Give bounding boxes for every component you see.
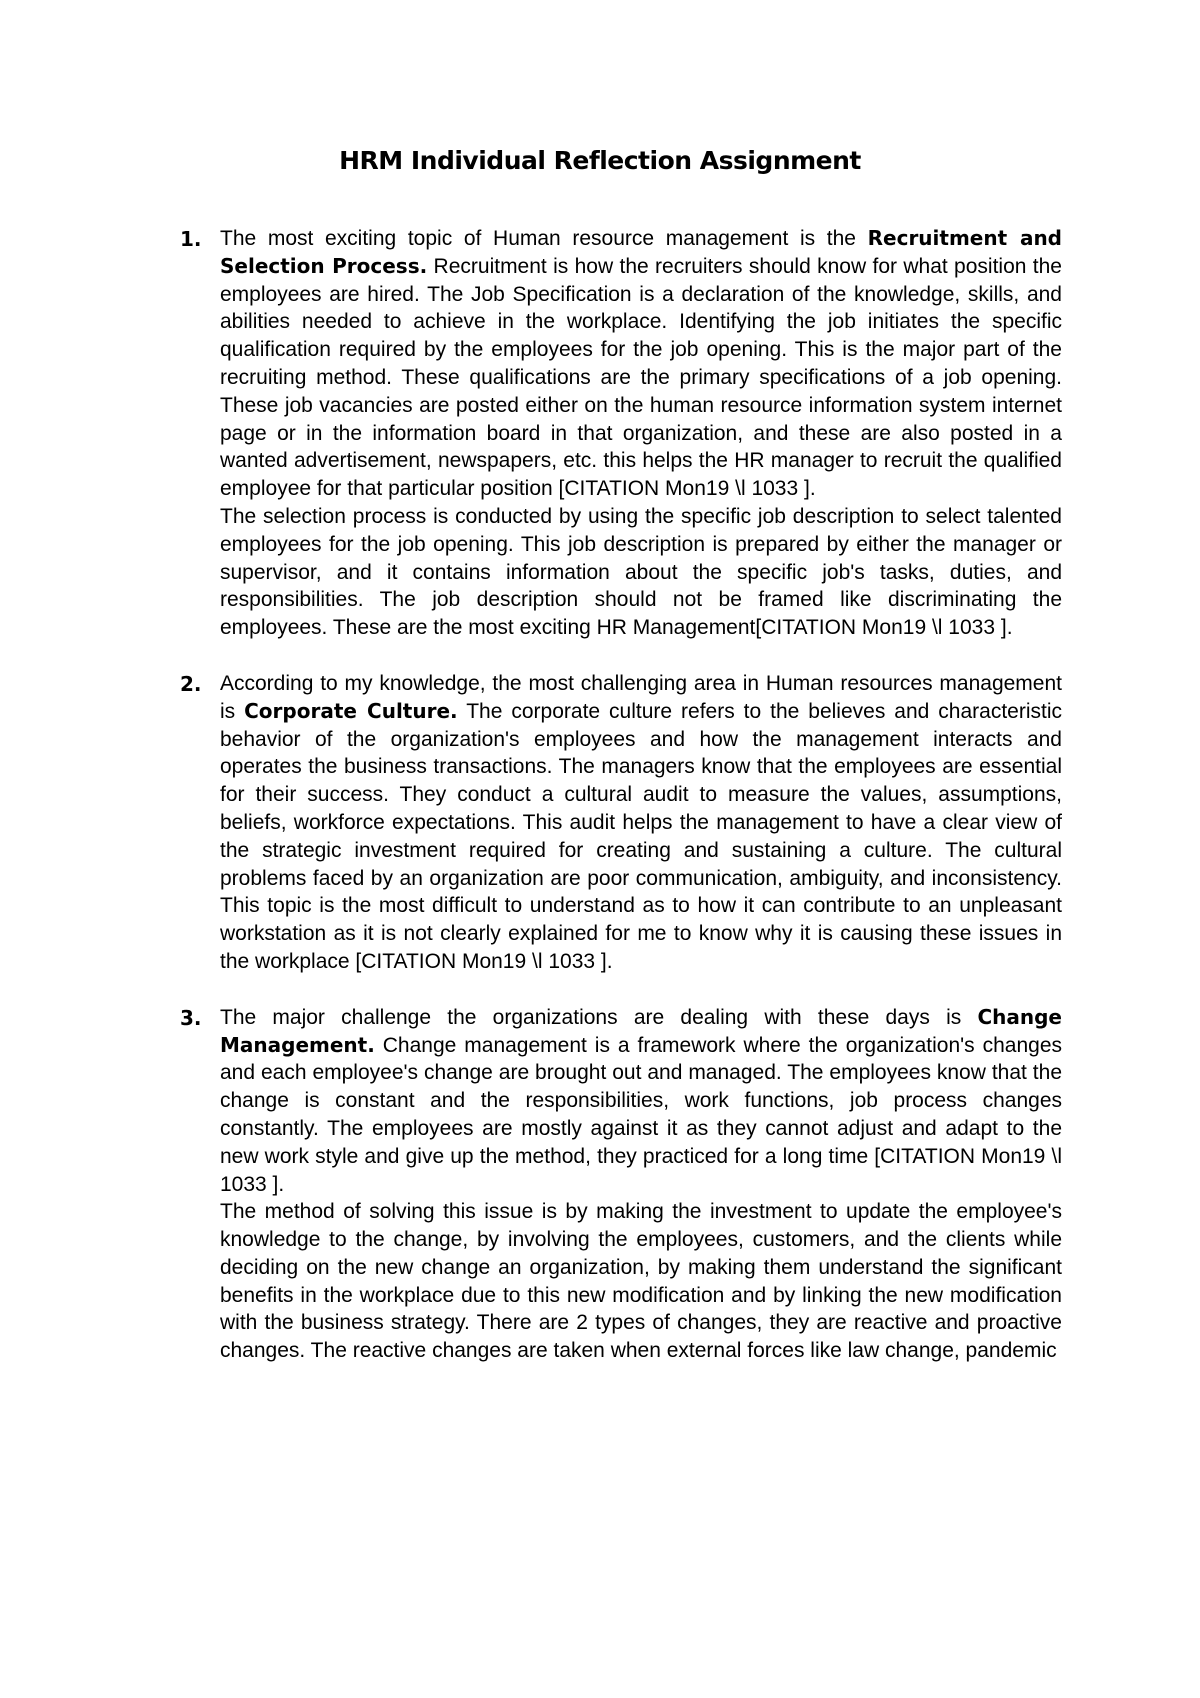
- paragraph: The method of solving this issue is by making the investment to update the employee's knowledge to the change, by involving the employees, customers, and the clients while deciding on the new change an organization, by making them understand the significant benefits in the workplace due to this new modification and by linking the new modification with the business strategy. There are 2 types of changes, they are reactive and proactive changes. The reactive changes are taken when external forces like law change, pandemic: [220, 1200, 1062, 1363]
- list-item-number: 1.: [180, 227, 202, 251]
- paragraph-text: The corporate culture refers to the believes and characteristic behavior of the organization's employees and how the management interacts and operates the business transactions. The managers know that the employees are essential for their success. They conduct a cultural audit to measure the values, assumptions, beliefs, workforce expectations. This audit helps the management to have a clear view of the strategic investment required for creating and sustaining a culture. The cultural problems faced by an organization are poor communication, ambiguity, and inconsistency. This topic is the most difficult to understand as to how it can contribute to an unpleasant workstation as it is not clearly explained for me to know why it is causing these issues in the workplace [CITATION Mon19 \l 1033 ].: [220, 699, 1062, 973]
- page-title: HRM Individual Reflection Assignment: [339, 146, 861, 175]
- bold-topic: Corporate Culture.: [244, 698, 458, 723]
- list-item: [180, 225, 1062, 642]
- paragraph: [220, 1004, 1062, 1199]
- bold-topic: Change Management.: [220, 1004, 1062, 1057]
- paragraph-text: The most exciting topic of Human resource management is the: [220, 227, 868, 250]
- list-item: [180, 1004, 1062, 1365]
- paragraph: [220, 225, 1062, 503]
- paragraph-text: Recruitment is how the recruiters should know for what position the employees are hired. The Job Specification is a declaration of the knowledge, skills, and abilities needed to achieve in the workplace. Identifying the job initiates the specific qualification required by the employees for the job opening. This is the major part of the recruiting method. These qualifications are the primary specifications of a job opening. These job vacancies are posted either on the human resource information system internet page or in the information board in that organization, and these are also posted in a wanted advertisement, newspapers, etc. this helps the HR manager to recruit the qualified employee for that particular position [CITATION Mon19 \l 1033 ].: [220, 254, 1062, 501]
- list-item-number: 3.: [180, 1005, 202, 1030]
- list-item-number: 2.: [180, 671, 202, 696]
- list-item: [180, 670, 1062, 976]
- paragraph-text: Change management is a framework where the organization's changes and each employee's change are brought out and managed. The employees know that the change is constant and the responsibilities, work functions, job process changes constantly. The employees are mostly against it as they cannot adjust and adapt to the new work style and give up the method, they practiced for a long time [CITATION Mon19 \l 1033 ].: [220, 1033, 1062, 1196]
- bold-topic: Recruitment and Selection Process.: [220, 226, 1062, 278]
- paragraph: The selection process is conducted by using the specific job description to select talented employees for the job opening. This job description is prepared by either the manager or supervisor, and it contains information about the specific job's tasks, duties, and responsibilities. The job description should not be framed like discriminating the employees. These are the most exciting HR Management[CITATION Mon19 \l 1033 ].: [220, 504, 1062, 640]
- paragraph: [220, 670, 1062, 976]
- paragraph-text: According to my knowledge, the most challenging area in Human resources management is: [220, 671, 1062, 723]
- paragraph-text: The major challenge the organizations are dealing with these days is: [220, 1005, 978, 1029]
- numbered-list: [180, 225, 1062, 1393]
